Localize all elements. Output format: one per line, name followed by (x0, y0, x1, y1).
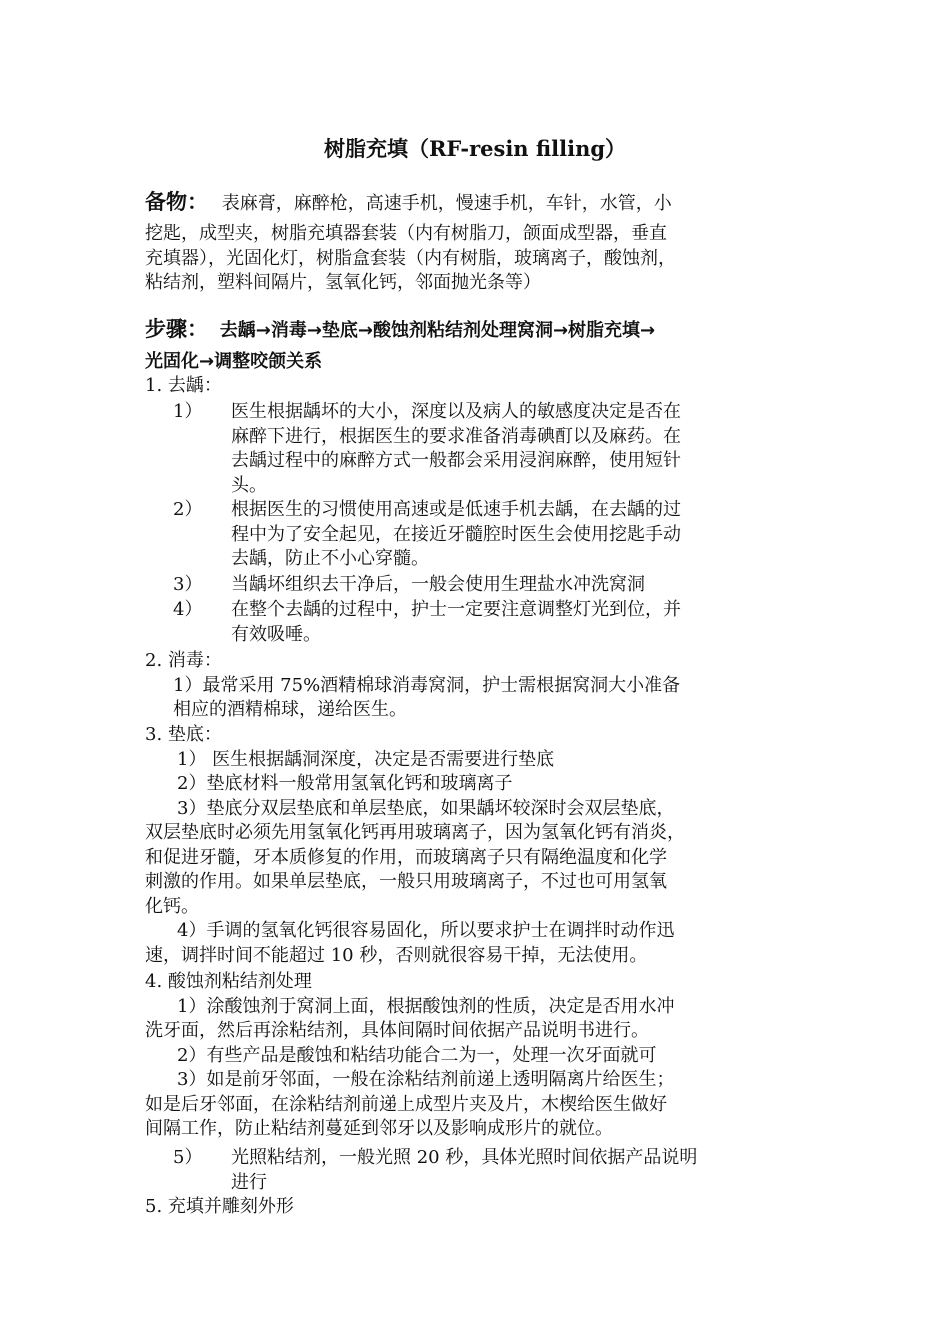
item-number: 5） (173, 1147, 203, 1168)
item-number: 1） (173, 401, 203, 422)
section-3 (145, 723, 825, 968)
para-line: 相应的酒精棉球，递给医生。 (173, 699, 407, 720)
item-line: 进行 (231, 1171, 267, 1193)
section-1 (145, 374, 825, 664)
para-line: 双层垫底时必须先用氢氧化钙再用玻璃离子，因为氢氧化钙有消炎， (145, 822, 685, 843)
prep-line: 表麻膏，麻醉枪，高速手机，慢速手机，车针，水管，小 (221, 193, 672, 214)
para-line: 4）手调的氢氧化钙很容易固化，所以要求护士在调拌时动作迅 (177, 920, 675, 941)
item-line: 有效吸唾。 (231, 623, 321, 645)
section-heading: 5. 充填并雕刻外形 (145, 1196, 294, 1217)
item-line: 头。 (231, 474, 267, 496)
document-title: 树脂充填（RF-resin filling） (323, 136, 627, 161)
item-line: 医生根据龋坏的大小，深度以及病人的敏感度决定是否在 (231, 401, 681, 422)
para-line: 如是后牙邻面，在涂粘结剂前递上成型片夹及片，木楔给医生做好 (145, 1093, 667, 1115)
para-line: 和促进牙髓，牙本质修复的作用，而玻璃离子只有隔绝温度和化学 (145, 846, 667, 868)
item-number: 4） (173, 599, 203, 620)
prep-line: 充填器），光固化灯，树脂盒套装（内有树脂，玻璃离子，酸蚀剂， (145, 247, 676, 269)
steps-flow: 去龋→消毒→垫底→酸蚀剂粘结剂处理窝洞→树脂充填→ (219, 320, 656, 341)
para-line: 化钙。 (145, 895, 199, 917)
prep-line: 粘结剂，塑料间隔片，氢氧化钙，邻面抛光条等） (145, 272, 541, 293)
steps-label: 步骤： (145, 317, 208, 341)
para-line: 3）如是前牙邻面，一般在涂粘结剂前递上透明隔离片给医生； (177, 1069, 675, 1090)
para-line: 刺激的作用。如果单层垫底，一般只用玻璃离子，不过也可用氢氧 (145, 871, 667, 892)
list-item (145, 1146, 825, 1196)
prep-section (145, 186, 825, 296)
item-line: 程中为了安全起见，在接近牙髓腔时医生会使用挖匙手动 (231, 523, 681, 545)
item-number: 2） (173, 499, 203, 520)
item-line: 当龋坏组织去干净后，一般会使用生理盐水冲洗窝洞 (231, 574, 645, 595)
para-line: 3）垫底分双层垫底和单层垫底，如果龋坏较深时会双层垫底， (177, 797, 675, 819)
para-line: 1）最常采用 75%酒精棉球消毒窝洞，护士需根据窝洞大小准备 (173, 674, 681, 696)
section-heading: 4. 酸蚀剂粘结剂处理 (145, 971, 312, 992)
para-line: 1） 医生根据龋洞深度，决定是否需要进行垫底 (177, 748, 555, 770)
para-line: 2）有些产品是酸蚀和粘结功能合二为一，处理一次牙面就可 (177, 1044, 657, 1066)
para-line: 速，调拌时间不能超过 10 秒，否则就很容易干掉，无法使用。 (145, 944, 648, 966)
para-line: 洗牙面，然后再涂粘结剂，具体间隔时间依据产品说明书进行。 (145, 1020, 649, 1041)
para-line: 2）垫底材料一般常用氢氧化钙和玻璃离子 (177, 773, 513, 794)
item-line: 麻醉下进行，根据医生的要求准备消毒碘酊以及麻药。在 (231, 425, 681, 447)
para-line: 间隔工作，防止粘结剂蔓延到邻牙以及影响成形片的就位。 (145, 1118, 613, 1139)
steps-flow: 光固化→调整咬颌关系 (145, 351, 323, 372)
item-line: 去龋，防止不小心穿髓。 (231, 548, 429, 569)
item-line: 光照粘结剂，一般光照 20 秒，具体光照时间依据产品说明 (231, 1147, 698, 1168)
item-number: 3） (173, 574, 203, 595)
para-line: 1）涂酸蚀剂于窝洞上面，根据酸蚀剂的性质，决定是否用水冲 (177, 995, 675, 1017)
section-5 (145, 1195, 825, 1220)
section-heading: 3. 垫底： (145, 724, 222, 745)
prep-line: 挖匙，成型夹，树脂充填器套装（内有树脂刀，颌面成型器，垂直 (145, 223, 667, 244)
item-line: 在整个去龋的过程中，护士一定要注意调整灯光到位，并 (231, 599, 681, 620)
item-line: 根据医生的习惯使用高速或是低速手机去龋，在去龋的过 (231, 499, 681, 520)
section-heading: 2. 消毒： (145, 650, 222, 671)
section-2 (145, 649, 825, 723)
prep-label: 备物： (145, 190, 208, 214)
section-heading: 1. 去龋： (145, 375, 222, 396)
steps-section (145, 313, 825, 377)
section-4 (145, 970, 825, 1142)
item-line: 去龋过程中的麻醉方式一般都会采用浸润麻醉，使用短针 (231, 450, 681, 471)
